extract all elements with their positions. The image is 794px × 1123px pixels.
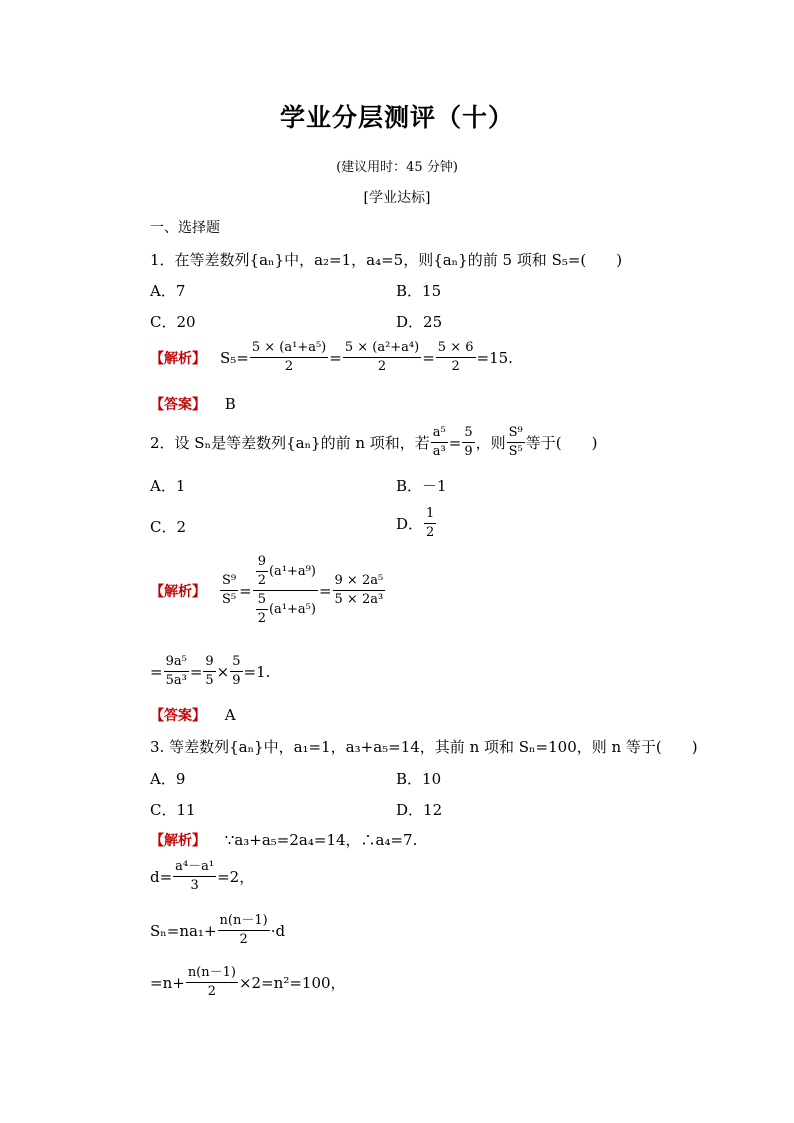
q2-ask-fraction: $\frac{\text{S⁹}}{\text{S⁵}}$ xyxy=(508,425,523,459)
q3-solution xyxy=(150,829,417,850)
q1-fraction-3: $\frac{5 \times 6}{2}$ xyxy=(437,340,474,374)
q2-big-fraction: $\frac{9}{2}$ (a¹+a⁹) $\frac{5}{2}$ (a¹+a⁵) xyxy=(253,553,318,628)
jiexi-label: 【解析】 xyxy=(150,833,206,849)
q1-option-b: B．15 xyxy=(396,282,442,300)
q3-d-fraction: $\frac{\text{a⁴－a¹}}{3}$ xyxy=(175,859,215,893)
q2-option-d: D． $\frac{1}{2}$ xyxy=(396,506,435,540)
jiexi-label: 【解析】 xyxy=(150,350,206,367)
q1-fraction-2: $\frac{\text{5 × (a²+a⁴)}}{2}$ xyxy=(344,340,420,374)
q1-sol-tail: =15. xyxy=(476,348,513,367)
q2-l2-fraction-3: $\frac{5}{9}$ xyxy=(232,654,241,688)
q2-cond-value: $\frac{5}{9}$ xyxy=(464,425,473,459)
q1-answer-value: B xyxy=(224,395,236,413)
q3-l3-fraction: $\frac{n(n-1)}{2}$ xyxy=(187,965,236,999)
q1-sol-lhs: S₅= xyxy=(220,348,249,367)
q3-d-line: d= $\frac{\text{a⁴－a¹}}{3}$ =2， xyxy=(150,859,255,893)
q3-stem: 3. 等差数列{aₙ}中，a₁=1，a₃+a₅=14，其前 n 项和 Sₙ=100，则 n 等于( ) xyxy=(150,738,698,756)
time-note: (建议用时：45 分钟) xyxy=(336,160,458,175)
jiexi-label: 【解析】 xyxy=(150,583,206,600)
q2-answer-value: A xyxy=(224,706,236,724)
q3-option-b: B．10 xyxy=(396,770,442,788)
q2-option-d-fraction: $\frac{1}{2}$ xyxy=(426,506,435,540)
q3-sn-fraction: $\frac{n(n-1)}{2}$ xyxy=(219,913,268,947)
q2-solution: 【解析】 $\frac{\text{S⁹}}{\text{S⁵}}$ = $\frac{9}{2}$ (a¹+a⁹) $\frac{5}{2}$ (a¹+a⁵) = $\frac{\text{9 × 2a⁵}}{\text{5 × 2a³}}$ xyxy=(150,554,384,626)
q1-stem: 1．在等差数列{aₙ}中，a₂=1，a₄=5，则{aₙ}的前 5 项和 S₅=( ) xyxy=(150,251,623,269)
q3-line3: =n+ $\frac{n(n-1)}{2}$ ×2=n²=100， xyxy=(150,965,346,999)
q1-answer xyxy=(150,394,236,414)
q2-stem: 2．设 Sₙ是等差数列{aₙ}的前 n 项和，若 $\frac{\text{a⁵}}{\text{a³}}$ = $\frac{5}{9}$ ，则 $\frac{\text{S⁹}}{\text{S⁵}}$ 等于( ) xyxy=(150,425,598,459)
q2-s-fraction: $\frac{\text{S⁹}}{\text{S⁵}}$ xyxy=(222,573,237,607)
page-title: 学业分层测评（十） xyxy=(279,103,514,132)
q2-solution-line2: = $\frac{\text{9a⁵}}{\text{5a³}}$ = $\frac{9}{5}$ × $\frac{5}{9}$ =1. xyxy=(150,654,271,688)
q1-option-c: C．20 xyxy=(150,313,196,331)
answer-label: 【答案】 xyxy=(150,397,206,413)
q2-l2-fraction-2: $\frac{9}{5}$ xyxy=(205,654,214,688)
q1-fraction-1: $\frac{\text{5 × (a¹+a⁵)}}{2}$ xyxy=(251,340,327,374)
answer-label: 【答案】 xyxy=(150,708,206,724)
q3-sn-line: Sₙ=na₁+ $\frac{n(n-1)}{2}$ ·d xyxy=(150,913,286,947)
q2-option-c: C．2 xyxy=(150,518,187,536)
q1-option-d: D．25 xyxy=(396,313,443,331)
q1-solution: 【解析】 S₅= $\frac{\text{5 × (a¹+a⁵)}}{2}$ = $\frac{\text{5 × (a²+a⁴)}}{2}$ = $\frac{5 \times 6}{2}$ =15. xyxy=(150,340,513,374)
q2-l2-fraction-1: $\frac{\text{9a⁵}}{\text{5a³}}$ xyxy=(165,654,187,688)
section-heading: 一、选择题 xyxy=(150,220,220,236)
q1-option-a: A．7 xyxy=(150,282,186,300)
q3-option-d: D．12 xyxy=(396,801,443,819)
q2-option-a: A．1 xyxy=(150,477,186,495)
q3-option-c: C．11 xyxy=(150,801,196,819)
q2-answer xyxy=(150,705,236,725)
q2-cond-fraction: $\frac{\text{a⁵}}{\text{a³}}$ xyxy=(432,425,446,459)
q3-sol-line1: ∵a₃+a₅=2a₄=14，∴a₄=7. xyxy=(224,831,418,849)
q2-option-b: B．－1 xyxy=(396,477,447,495)
q3-option-a: A．9 xyxy=(150,770,186,788)
q2-r-fraction: $\frac{\text{9 × 2a⁵}}{\text{5 × 2a³}}$ xyxy=(334,573,384,607)
level-label: [学业达标] xyxy=(363,190,431,206)
